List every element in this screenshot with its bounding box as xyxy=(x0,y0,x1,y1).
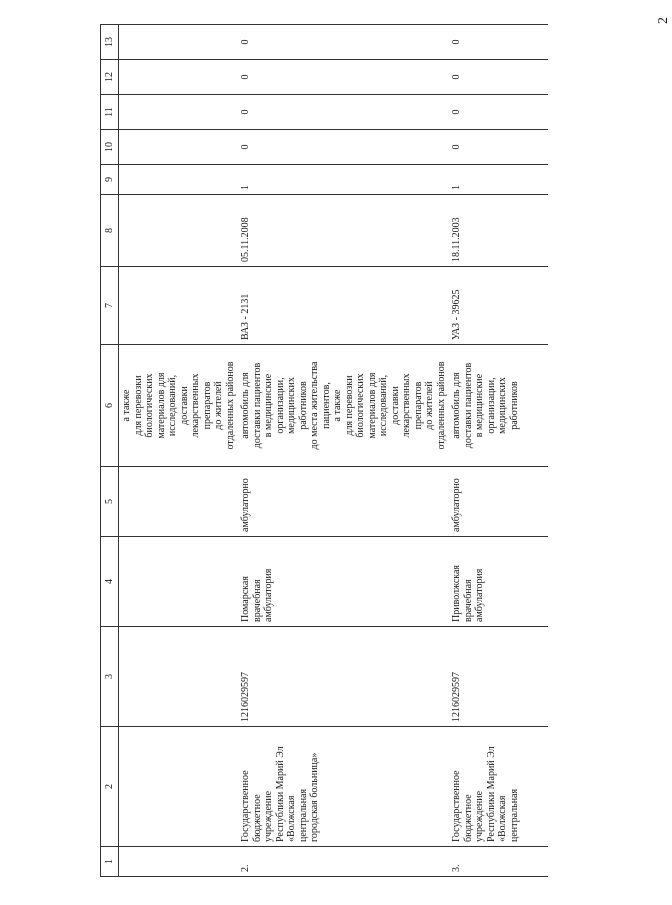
col-header-4: 4 xyxy=(101,537,119,627)
vehicle-model: ВАЗ - 2131 xyxy=(238,267,449,345)
registration-date: 18.11.2003 xyxy=(449,195,548,267)
table-row xyxy=(449,25,548,877)
col-header-13: 13 xyxy=(101,25,119,60)
value-col-9: 1 xyxy=(449,165,548,195)
vehicle-model: УАЗ - 39625 xyxy=(449,267,548,345)
col-header-9: 9 xyxy=(101,165,119,195)
value-col-10: 0 xyxy=(449,130,548,165)
value-col-13: 0 xyxy=(238,25,449,60)
value-col-10: 0 xyxy=(238,130,449,165)
table-row xyxy=(238,25,449,877)
unit-name: Приволжская врачебная амбулатория xyxy=(449,537,548,627)
col-header-2: 2 xyxy=(101,727,119,847)
value-col-12: 0 xyxy=(238,60,449,95)
value-col-12: 0 xyxy=(449,60,548,95)
column-number-row xyxy=(101,25,119,877)
care-mode: амбулаторно xyxy=(238,467,449,537)
registration-date: 05.11.2008 xyxy=(238,195,449,267)
col-header-7: 7 xyxy=(101,267,119,345)
col-header-6: 6 xyxy=(101,345,119,467)
table-row-continuation xyxy=(119,25,239,877)
organization-name: Государственное бюджетное учреждение Республики Марий Эл «Волжская центральная xyxy=(449,727,548,847)
col-header-12: 12 xyxy=(101,60,119,95)
page-number: 2 xyxy=(656,17,671,24)
vehicle-purpose: автомобиль для доставки пациентов в медицинские организации, медицинских работников xyxy=(449,345,548,467)
col-header-8: 8 xyxy=(101,195,119,267)
row-number: 3. xyxy=(449,847,548,877)
vehicles-table xyxy=(100,24,548,877)
col-header-11: 11 xyxy=(101,95,119,130)
col-header-10: 10 xyxy=(101,130,119,165)
value-col-11: 0 xyxy=(449,95,548,130)
value-col-13: 0 xyxy=(449,25,548,60)
row-number: 2. xyxy=(238,847,449,877)
rotated-table-wrapper xyxy=(100,25,536,877)
value-col-9: 1 xyxy=(238,165,449,195)
inn-value: 1216029597 xyxy=(238,627,449,727)
vehicle-purpose: автомобиль для доставки пациентов в медицинские организации, медицинских работников до места жительства пациентов, а также для перевозки биологических материалов для исследований, доставки лекарственных препаратов до жителей отдаленных районов xyxy=(238,345,449,467)
value-col-11: 0 xyxy=(238,95,449,130)
col-header-1: 1 xyxy=(101,847,119,877)
unit-name: Помарская врачебная амбулатория xyxy=(238,537,449,627)
purpose-continuation: а также для перевозки биологических материалов для исследований, доставки лекарственных препаратов до жителей отдаленных районов xyxy=(119,345,239,467)
col-header-5: 5 xyxy=(101,467,119,537)
care-mode: амбулаторно xyxy=(449,467,548,537)
col-header-3: 3 xyxy=(101,627,119,727)
inn-value: 1216029597 xyxy=(449,627,548,727)
organization-name: Государственное бюджетное учреждение Республики Марий Эл «Волжская центральная городская больница» xyxy=(238,727,449,847)
